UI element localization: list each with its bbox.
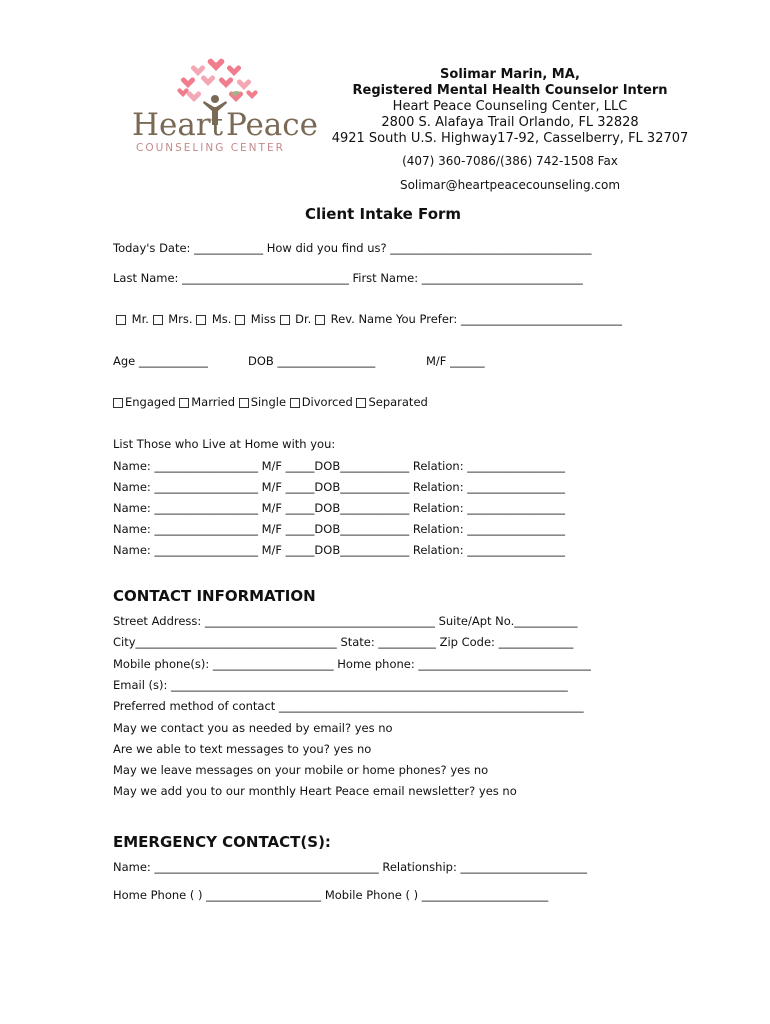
- counselor-name: Solimar Marin, MA,: [440, 67, 580, 82]
- city-state-zip-field[interactable]: City___________________________________ State: __________ Zip Code: _____________: [113, 635, 574, 649]
- preferred-contact-field[interactable]: Preferred method of contact _____________________________________________________: [113, 699, 584, 713]
- contact-heading: CONTACT INFORMATION: [113, 587, 316, 605]
- honorific-miss-checkbox[interactable]: Miss: [235, 312, 276, 326]
- street-address-field[interactable]: Street Address: ________________________________________ Suite/Apt No.___________: [113, 614, 578, 628]
- status-engaged-checkbox[interactable]: Engaged: [113, 395, 176, 409]
- household-row[interactable]: Name: __________________ M/F _____DOB____________ Relation: _________________: [113, 459, 565, 473]
- email-field[interactable]: Email (s): _____________________________________________________________________: [113, 678, 568, 692]
- honorific-rev-checkbox[interactable]: Rev.: [315, 312, 355, 326]
- heart-peace-logo: [128, 55, 319, 160]
- phone-fields[interactable]: Mobile phone(s): _____________________ Home phone: ______________________________: [113, 657, 591, 671]
- honorific-mrs-checkbox[interactable]: Mrs.: [153, 312, 193, 326]
- logo-word-heart: Heart: [132, 107, 224, 143]
- logo-word-peace: Peace: [226, 107, 319, 143]
- email-consent-question[interactable]: May we contact you as needed by email? yes no: [113, 721, 393, 735]
- heart-tree-icon: [177, 59, 257, 102]
- message-consent-question[interactable]: May we leave messages on your mobile or home phones? yes no: [113, 763, 489, 777]
- address-1: 2800 S. Alafaya Trail Orlando, FL 32828: [381, 115, 639, 130]
- form-title: Client Intake Form: [305, 205, 462, 223]
- status-single-checkbox[interactable]: Single: [239, 395, 286, 409]
- org-name: Heart Peace Counseling Center, LLC: [392, 99, 628, 114]
- newsletter-consent-question[interactable]: May we add you to our monthly Heart Peace email newsletter? yes no: [113, 784, 517, 798]
- emergency-name-field[interactable]: Name: _______________________________________ Relationship: ______________________: [113, 860, 587, 874]
- honorific-row: [116, 312, 622, 326]
- date-referral-line[interactable]: Today's Date: ____________ How did you find us? ___________________________________: [113, 241, 592, 255]
- honorific-ms-checkbox[interactable]: Ms.: [196, 312, 231, 326]
- sex-field[interactable]: M/F ______: [426, 354, 485, 368]
- household-row[interactable]: Name: __________________ M/F _____DOB____________ Relation: _________________: [113, 480, 565, 494]
- logo-tagline: COUNSELING CENTER: [136, 142, 285, 154]
- household-label: List Those who Live at Home with you:: [113, 437, 336, 451]
- emergency-heading: EMERGENCY CONTACT(S):: [113, 833, 331, 851]
- address-2: 4921 South U.S. Highway17-92, Casselberry, FL 32707: [331, 131, 689, 146]
- household-row[interactable]: Name: __________________ M/F _____DOB____________ Relation: _________________: [113, 501, 565, 515]
- status-divorced-checkbox[interactable]: Divorced: [290, 395, 353, 409]
- status-married-checkbox[interactable]: Married: [179, 395, 235, 409]
- marital-status-row: [113, 395, 428, 409]
- status-separated-checkbox[interactable]: Separated: [356, 395, 427, 409]
- counselor-title: Registered Mental Health Counselor Intern: [352, 83, 668, 98]
- emergency-phone-field[interactable]: Home Phone ( ) ____________________ Mobile Phone ( ) ______________________: [113, 888, 549, 902]
- household-row[interactable]: Name: __________________ M/F _____DOB____________ Relation: _________________: [113, 543, 565, 557]
- dob-field[interactable]: DOB _________________: [248, 354, 376, 368]
- email-address: Solimar@heartpeacecounseling.com: [399, 178, 621, 192]
- preferred-name-field[interactable]: Name You Prefer: ____________________________: [358, 312, 622, 326]
- name-line[interactable]: Last Name: _____________________________ First Name: ____________________________: [113, 271, 583, 285]
- household-row[interactable]: Name: __________________ M/F _____DOB____________ Relation: _________________: [113, 522, 565, 536]
- honorific-dr-checkbox[interactable]: Dr.: [280, 312, 312, 326]
- text-consent-question[interactable]: Are we able to text messages to you? yes no: [113, 742, 372, 756]
- phone-fax: (407) 360-7086/(386) 742-1508 Fax: [402, 154, 618, 168]
- honorific-mr-checkbox[interactable]: Mr.: [116, 312, 149, 326]
- age-field[interactable]: Age ____________: [113, 354, 208, 368]
